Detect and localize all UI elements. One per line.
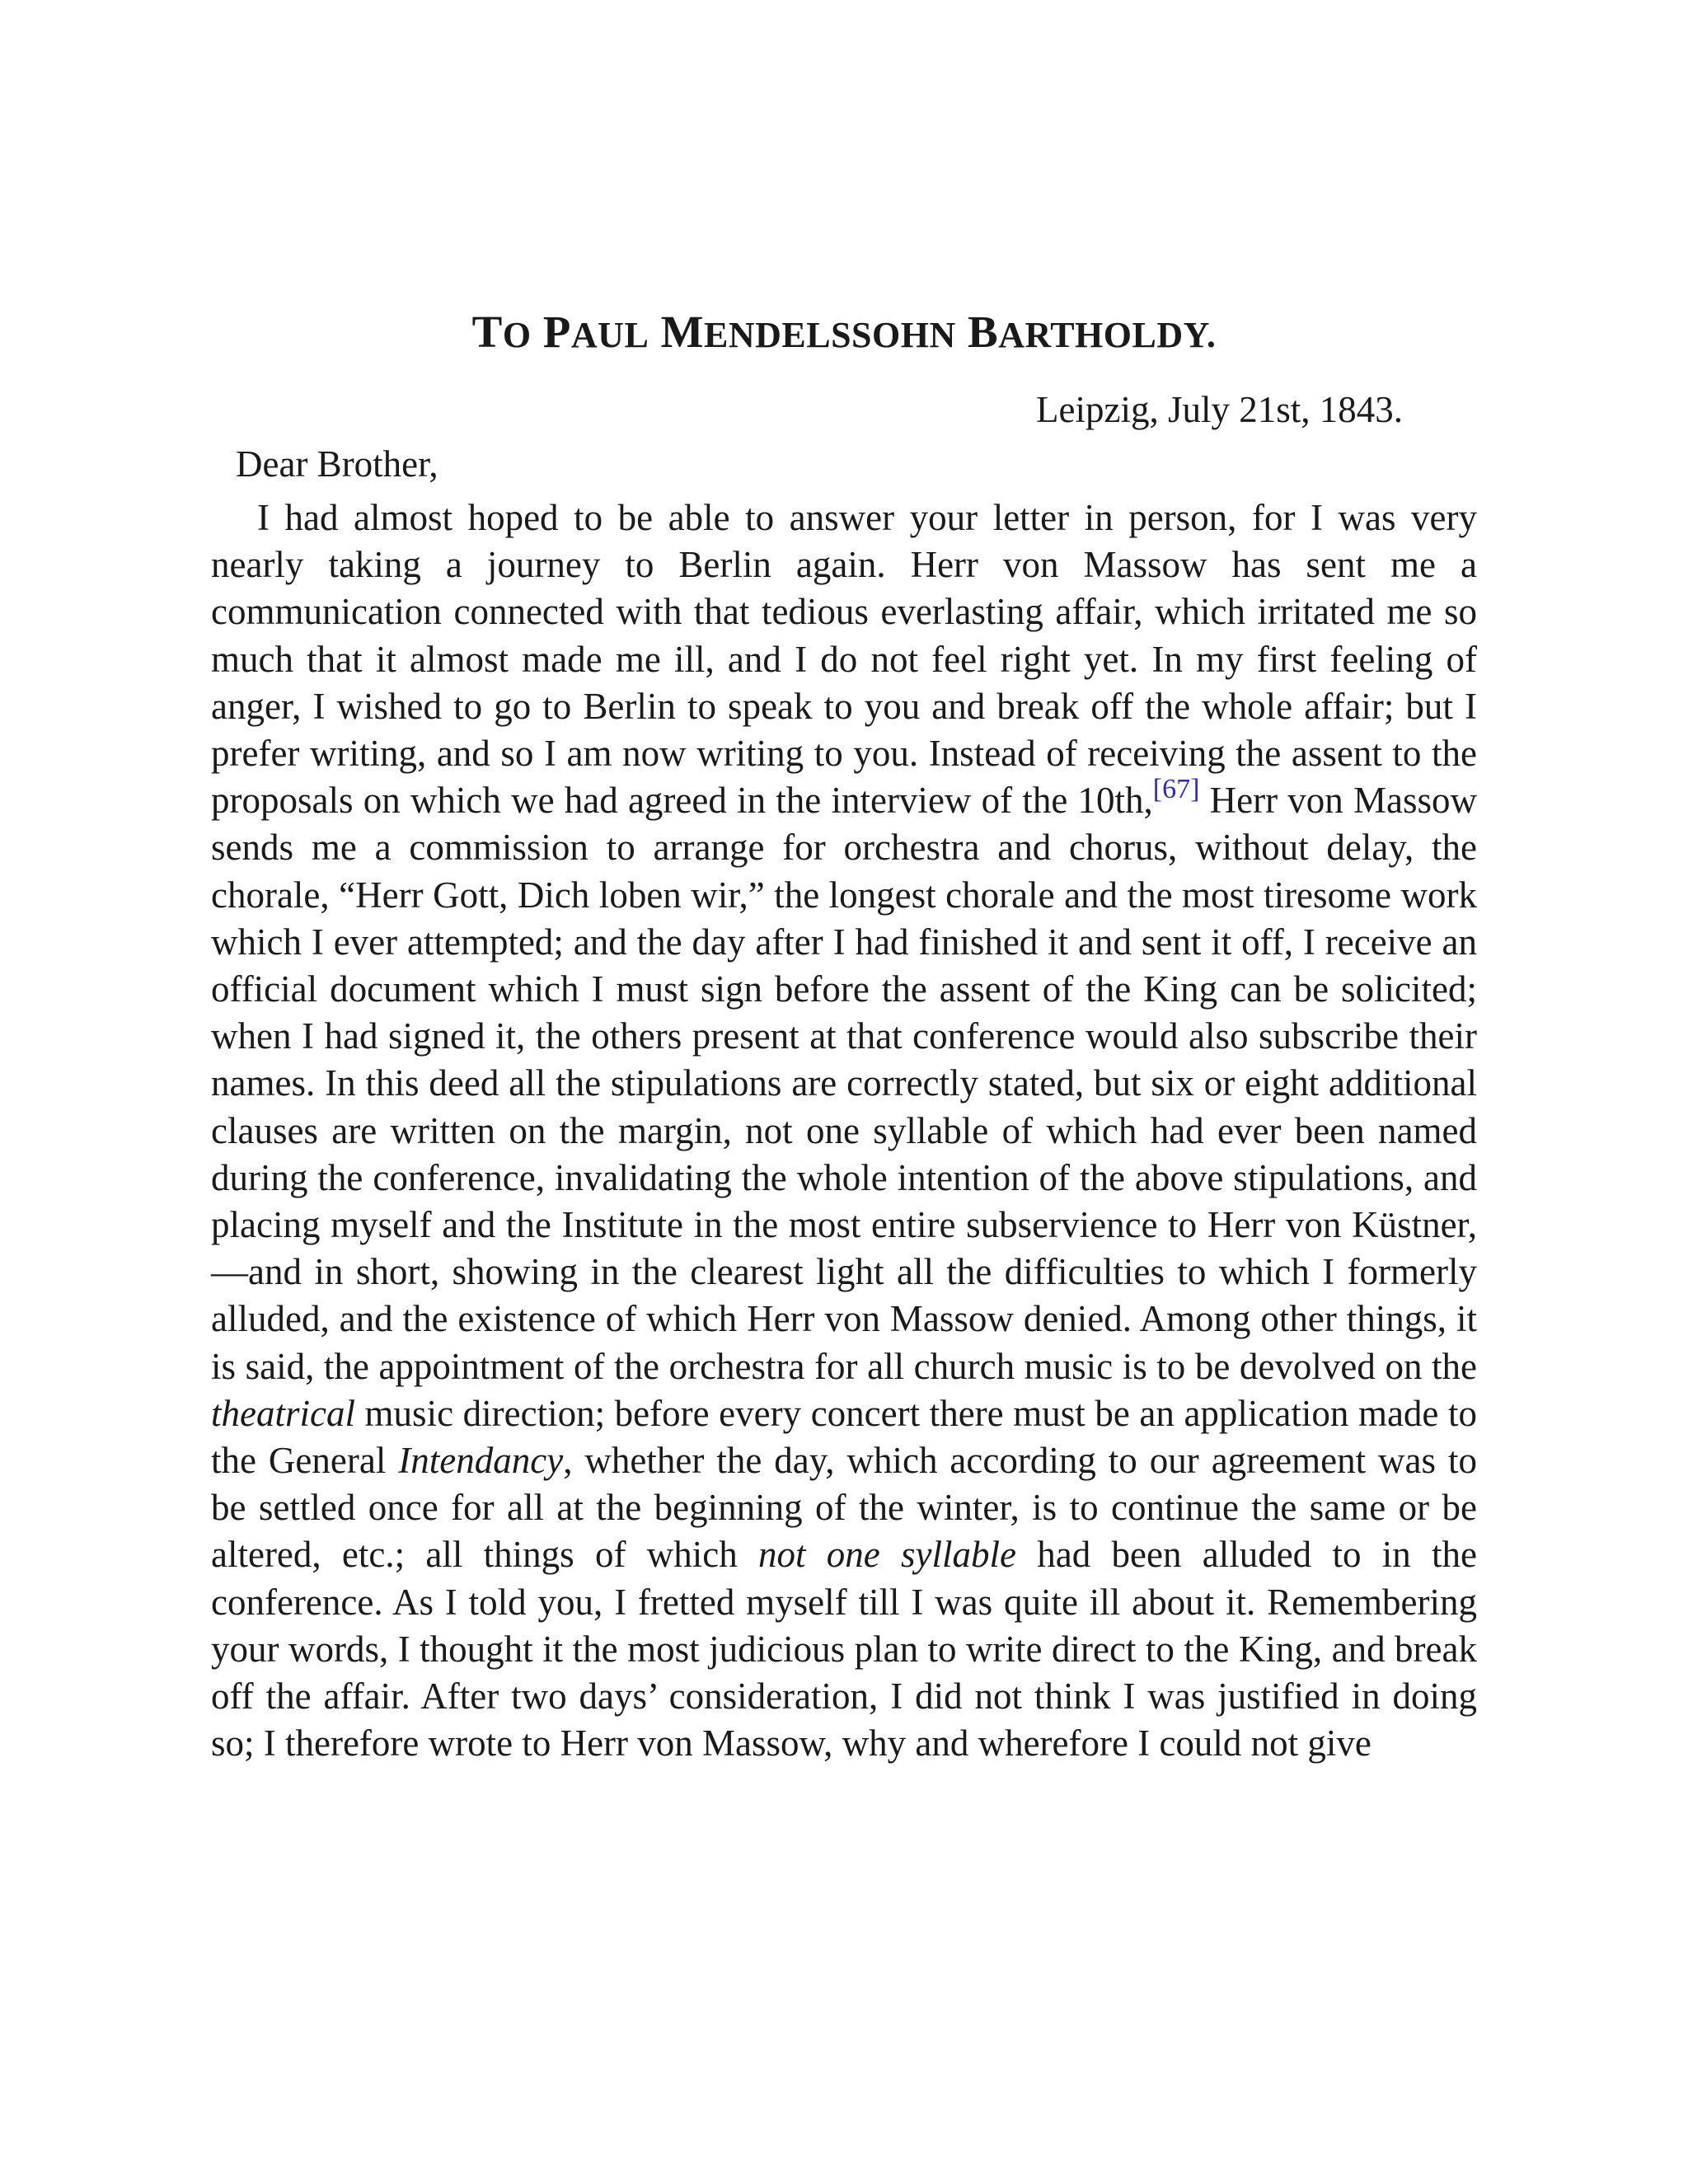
body-text-segment: , whether the day, which according to our agreement was to be settled once for all at the beginning of the winter, is to continue the same or be altered, etc.; all things of which [211, 1440, 1477, 1576]
footnote-link[interactable]: [67] [1152, 774, 1200, 805]
title-word: TO [471, 307, 532, 357]
body-text-segment: Herr von Massow sends me a commission to arrange for orchestra and chorus, without delay, the chorale, “Herr Gott, Dich loben wir,” the longest chorale and the most tiresome work which I ever attempted; and the day after I had finished it and sent it off, I receive an official document which I must sign before the assent of the King can be solicited; when I had signed it, the others present at that conference would also subscribe their names. In this deed all the stipulations are correctly stated, but six or eight additional clauses are written on the margin, not one syllable of which had ever been named during the conference, invalidating the whole intention of the above stipulations, and placing myself and the Institute in the most entire subservience to Herr von Küstner,—and in short, showing in the clearest light all the difficulties to which I formerly alluded, and the existence of which Herr von Massow denied. Among other things, it is said, the appointment of the orchestra for all church music is to be devolved on the [211, 780, 1478, 1387]
emphasis-text: not one syllable [757, 1534, 1016, 1576]
letter-title [211, 303, 1477, 364]
dateline: Leipzig, July 21st, 1843. [1036, 389, 1403, 430]
body-text-segment: music direction; before every concert there must be an application made to the General [211, 1392, 1477, 1482]
salutation: Dear Brother, [236, 443, 438, 485]
emphasis-text: Intendancy [398, 1440, 564, 1482]
title-word: PAUL [542, 307, 649, 357]
emphasis-text: theatrical [211, 1392, 355, 1434]
body-text-segment: had been alluded to in the conference. As I told you, I fretted myself till I was quite ill about it. Remembering your words, I thought it the most judicious plan to write direct to the King, and break off the affair. After two days’ consideration, I did not think I was justified in doing so; I therefore wrote to Herr von Massow, why and wherefore I could not give [211, 1534, 1477, 1765]
letter-body [211, 494, 1477, 1767]
title-word: MENDELSSOHN [660, 307, 956, 357]
body-text-segment: I had almost hoped to be able to answer your letter in person, for I was very nearly taking a journey to Berlin again. Herr von Massow has sent me a communication connected with that tedious everlasting affair, which irritated me so much that it almost made me ill, and I do not feel right yet. In my first feeling of anger, I wished to go to Berlin to speak to you and break off the whole affair; but I prefer writing, and so I am now writing to you. Instead of receiving the assent to the proposals on which we had agreed in the interview of the 10th, [211, 497, 1477, 822]
title-word: BARTHOLDY. [968, 307, 1217, 357]
